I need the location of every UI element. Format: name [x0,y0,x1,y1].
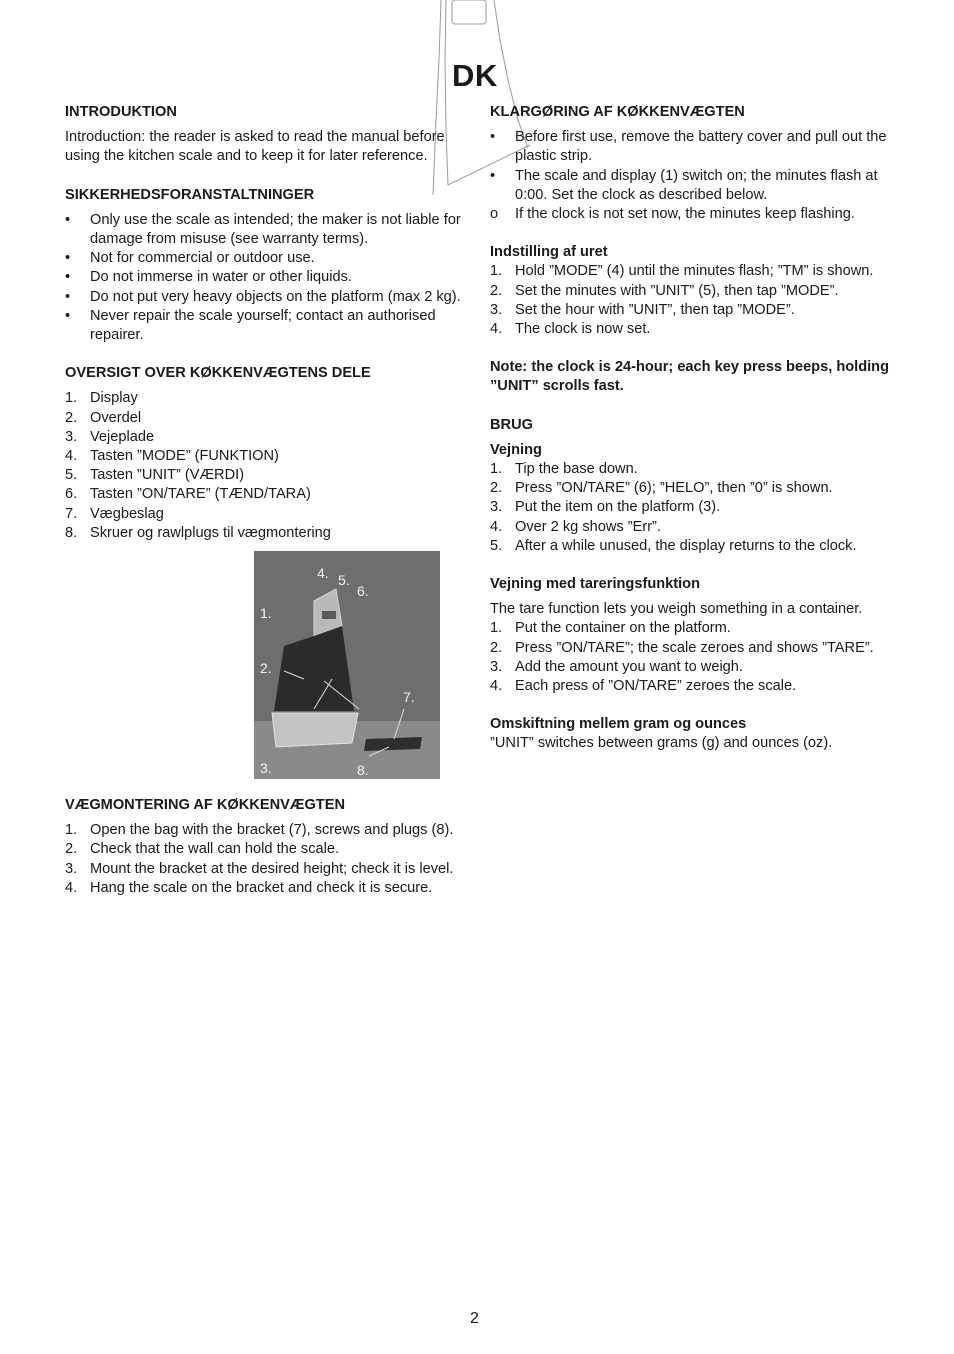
note-text: Note: the clock is 24-hour; each key press beeps, holding ”UNIT” scrolls fast. [490,359,890,395]
clock-list [490,262,892,339]
page-number: 2 [470,1310,479,1327]
use-heading: BRUG [490,416,533,433]
list-item: • Before first use, remove the battery cover and pull out the plastic strip. [490,129,887,165]
figure-label-5: 5. [338,572,350,589]
list-item: 2. Press ”ON/TARE” (6); ”HELO”, then ”0” is shown. [490,480,833,497]
units-heading: Omskiftning mellem gram og ounces [490,716,747,733]
list-item: • Do not put very heavy objects on the platform (max 2 kg). [65,288,461,305]
list-item: 2. Overdel [65,409,142,426]
tare-intro: The tare function lets you weigh something in a container. [490,601,863,618]
figure-label-8: 8. [357,762,369,779]
list-item: 1. Display [65,390,138,407]
list-item: 4. Tasten ”MODE” (FUNKTION) [65,448,279,465]
intro-heading: INTRODUKTION [65,104,177,120]
figure-label-7: 7. [403,689,415,706]
list-item: • Do not immerse in water or other liquids. [65,269,352,286]
parts-heading: OVERSIGT OVER KØKKENVÆGTENS DELE [65,365,371,382]
list-item: 4. The clock is now set. [490,321,651,338]
list-item: 3. Put the item on the platform (3). [490,499,721,516]
list-item: 7. Vægbeslag [65,505,164,522]
parts-list [65,389,465,543]
figure-label-1: 1. [260,605,272,622]
list-item: 1. Tip the base down. [490,461,638,478]
tare-heading: Vejning med tareringsfunktion [490,576,701,593]
mounting-heading: VÆGMONTERING AF KØKKENVÆGTEN [65,797,345,814]
list-item: • Not for commercial or outdoor use. [65,250,315,267]
safety-heading: SIKKERHEDSFORANSTALTNINGER [65,186,315,203]
list-item: 3. Add the amount you want to weigh. [490,658,743,675]
list-item: 2. Set the minutes with ”UNIT” (5), then tap ”MODE”. [490,282,839,299]
figure-label-4: 4. [317,565,329,582]
units-text: ”UNIT” switches between grams (g) and ounces (oz). [490,735,833,752]
weighing-heading: Vejning [490,441,542,458]
list-item: 5. After a while unused, the display returns to the clock. [490,537,857,554]
list-item: 4. Hang the scale on the bracket and check it is secure. [65,879,433,896]
figure-label-2: 2. [260,660,272,677]
intro-text: Introduction: the reader is asked to read the manual before using the kitchen scale and to keep it for later reference. [65,129,445,165]
mounting-list [65,821,465,898]
list-item: 4. Each press of ”ON/TARE” zeroes the scale. [490,678,797,695]
list-item: 2. Check that the wall can hold the scale. [65,841,340,858]
figure-label-3: 3. [260,760,272,777]
list-item: • Never repair the scale yourself; contact an authorised repairer. [65,307,436,344]
list-item: • Only use the scale as intended; the maker is not liable for damage from misuse (see warranty terms). [65,211,461,248]
list-item: 3. Set the hour with ”UNIT”, then tap ”MODE”. [490,301,795,318]
right-column [490,103,892,754]
list-item: 5. Tasten ”UNIT” (VÆRDI) [65,467,245,484]
list-item: 1. Hold ”MODE” (4) until the minutes flash; ”TM” is shown. [490,263,874,280]
weighing-list [490,460,892,556]
list-item: 3. Mount the bracket at the desired height; check it is level. [65,860,454,877]
figure-label-6: 6. [357,583,369,600]
list-item: 1. Put the container on the platform. [490,620,731,637]
product-photo [254,551,440,779]
list-item: 8. Skruer og rawlplugs til vægmontering [65,524,331,541]
prep-heading: KLARGØRING AF KØKKENVÆGTEN [490,104,745,120]
prep-list [490,128,892,224]
list-item: 1. Open the bag with the bracket (7), screws and plugs (8). [65,822,454,839]
tare-list [490,619,892,696]
list-item: 6. Tasten ”ON/TARE” (TÆND/TARA) [65,486,311,503]
list-item: 3. Vejeplade [65,428,155,445]
language-code: DK [452,58,498,93]
list-item: 4. Over 2 kg shows ”Err”. [490,518,661,535]
left-column [65,103,465,898]
safety-list [65,211,465,345]
list-item: • The scale and display (1) switch on; the minutes flash at 0:00. Set the clock as described below. [490,167,878,203]
list-item: 2. Press ”ON/TARE”; the scale zeroes and shows ”TARE”. [490,639,874,656]
list-item: o If the clock is not set now, the minutes keep flashing. [490,206,855,223]
clock-heading: Indstilling af uret [490,244,608,261]
